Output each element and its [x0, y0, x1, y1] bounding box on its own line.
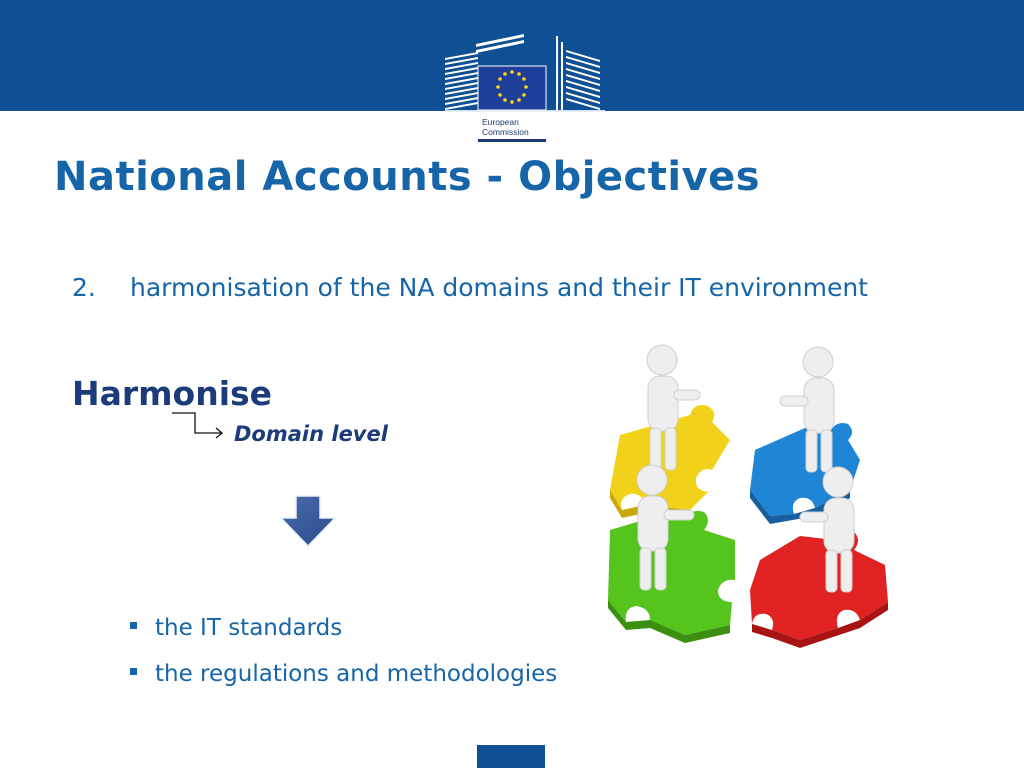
numbered-point [72, 273, 868, 302]
point-number: 2. [72, 273, 96, 302]
bullet-square-icon [130, 622, 137, 629]
logo-underline [478, 139, 546, 142]
logo-text-line2: Commission [482, 127, 529, 137]
footer-blue-box [477, 745, 545, 768]
green-puzzle-piece [608, 511, 735, 643]
slide-title: National Accounts - Objectives [54, 154, 761, 200]
harmonise-heading: Harmonise [72, 374, 273, 413]
list-item [130, 656, 557, 702]
bullet-list [130, 610, 557, 702]
point-text: harmonisation of the NA domains and their IT environment [130, 273, 868, 302]
logo-text-line1: European [482, 117, 519, 127]
red-puzzle-piece [750, 531, 888, 648]
people-on-puzzle-pieces-illustration [590, 340, 910, 670]
logo-text [482, 117, 529, 137]
elbow-arrow-icon [170, 410, 230, 440]
domain-level-label: Domain level [234, 422, 388, 446]
bullet-text: the IT standards [155, 615, 343, 641]
bullet-square-icon [130, 668, 137, 675]
list-item [130, 610, 557, 656]
bullet-text: the regulations and methodologies [155, 661, 558, 687]
down-arrow-icon [277, 494, 339, 548]
